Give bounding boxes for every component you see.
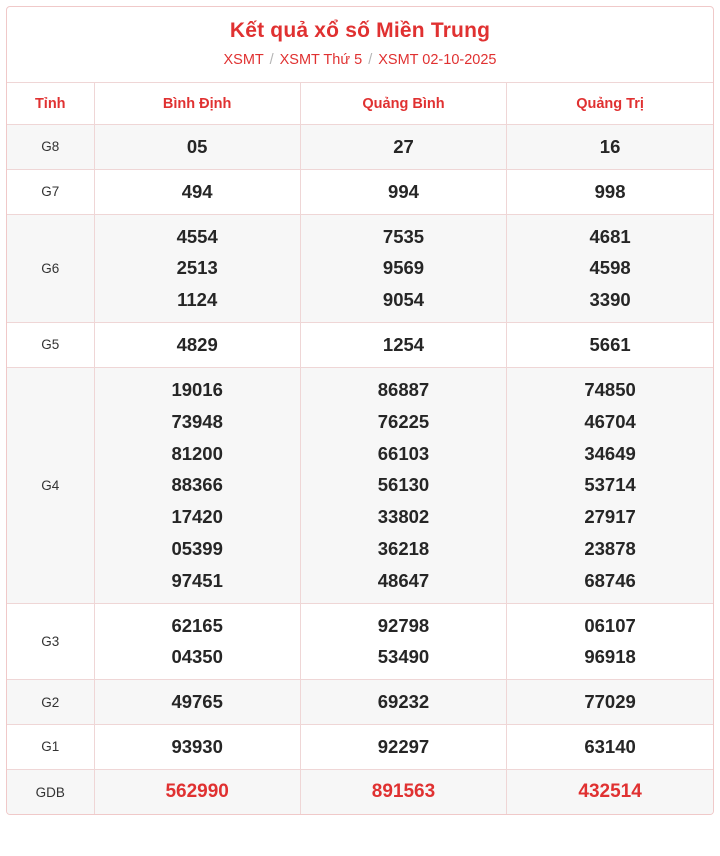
prize-number: 4554 — [176, 225, 218, 247]
prize-cell — [94, 680, 300, 725]
prize-number: 891563 — [371, 780, 436, 802]
prize-number: 86887 — [377, 378, 430, 400]
prize-number: 76225 — [377, 410, 430, 432]
breadcrumb-separator: / — [368, 52, 373, 68]
prize-number: 06107 — [584, 614, 636, 636]
breadcrumb-item-date[interactable]: XSMT 02-10-2025 — [378, 52, 497, 68]
table-row — [7, 169, 713, 214]
prize-number: 5661 — [589, 334, 631, 356]
prize-cell — [507, 214, 713, 322]
prize-number: 3390 — [589, 289, 631, 311]
prize-number: 17420 — [171, 506, 223, 528]
prize-number: 97451 — [171, 569, 223, 591]
prize-cell — [94, 769, 300, 814]
breadcrumb-item-region[interactable]: XSMT — [223, 52, 264, 68]
prize-number: 33802 — [377, 506, 430, 528]
prize-number: 73948 — [171, 410, 223, 432]
column-header-quang-binh[interactable]: Quảng Bình — [300, 83, 506, 125]
table-row — [7, 125, 713, 170]
prize-cell — [507, 323, 713, 368]
results-table-head — [7, 83, 713, 125]
prize-number: 1254 — [382, 334, 425, 356]
prize-number: 77029 — [584, 691, 636, 713]
prize-number: 05399 — [171, 537, 223, 559]
prize-cell — [300, 323, 506, 368]
prize-cell — [94, 603, 300, 680]
prize-number: 19016 — [171, 378, 223, 400]
table-row — [7, 214, 713, 322]
prize-number: 66103 — [377, 442, 430, 464]
prize-number: 4598 — [589, 257, 631, 279]
breadcrumb-separator: / — [269, 52, 274, 68]
row-label-gdb: GDB — [7, 769, 94, 814]
row-label-g6: G6 — [7, 214, 94, 322]
row-label-g8: G8 — [7, 125, 94, 170]
row-label-g4: G4 — [7, 367, 94, 603]
prize-cell — [507, 769, 713, 814]
prize-number: 62165 — [171, 614, 223, 636]
table-row — [7, 680, 713, 725]
prize-number: 7535 — [382, 225, 425, 247]
results-table — [7, 82, 713, 814]
prize-number: 92798 — [377, 614, 430, 636]
prize-cell — [94, 725, 300, 770]
prize-number: 562990 — [165, 780, 229, 802]
table-row — [7, 323, 713, 368]
breadcrumb — [7, 43, 713, 82]
prize-number: 04350 — [171, 646, 223, 668]
prize-cell — [507, 680, 713, 725]
prize-cell — [94, 323, 300, 368]
table-row — [7, 603, 713, 680]
prize-cell — [507, 367, 713, 603]
table-row — [7, 725, 713, 770]
prize-cell — [300, 769, 506, 814]
prize-cell — [300, 680, 506, 725]
prize-number: 34649 — [584, 442, 636, 464]
prize-number: 998 — [594, 180, 626, 202]
column-header-province-label: Tỉnh — [7, 83, 94, 125]
prize-number: 9569 — [382, 257, 425, 279]
row-label-g1: G1 — [7, 725, 94, 770]
page-title: Kết quả xổ số Miền Trung — [229, 19, 491, 42]
row-label-g7: G7 — [7, 169, 94, 214]
prize-number: 53714 — [584, 474, 636, 496]
prize-cell — [507, 603, 713, 680]
column-header-quang-tri[interactable]: Quảng Trị — [507, 83, 713, 125]
prize-number: 96918 — [584, 646, 636, 668]
row-label-g5: G5 — [7, 323, 94, 368]
row-label-g3: G3 — [7, 603, 94, 680]
prize-number: 23878 — [584, 537, 636, 559]
prize-cell — [300, 603, 506, 680]
prize-number: 27 — [393, 136, 414, 157]
prize-cell — [94, 214, 300, 322]
prize-number: 46704 — [584, 410, 636, 432]
column-header-binh-dinh[interactable]: Bình Định — [94, 83, 300, 125]
prize-number: 2513 — [176, 257, 218, 279]
table-row — [7, 367, 713, 603]
breadcrumb-item-weekday[interactable]: XSMT Thứ 5 — [279, 52, 363, 68]
prize-cell — [300, 367, 506, 603]
prize-cell — [507, 725, 713, 770]
prize-number: 16 — [599, 136, 621, 157]
prize-number: 69232 — [377, 691, 430, 713]
table-header-row — [7, 83, 713, 125]
prize-number: 93930 — [171, 736, 223, 757]
prize-number: 994 — [388, 180, 419, 202]
prize-number: 56130 — [377, 474, 430, 496]
prize-cell — [507, 169, 713, 214]
prize-number: 432514 — [578, 780, 642, 802]
prize-number: 68746 — [584, 569, 636, 591]
results-table-body — [7, 125, 713, 815]
prize-number: 1124 — [177, 289, 218, 311]
prize-number: 36218 — [377, 537, 430, 559]
prize-cell — [300, 169, 506, 214]
prize-number: 74850 — [584, 378, 636, 400]
prize-number: 49765 — [171, 691, 223, 713]
prize-number: 4829 — [176, 334, 218, 356]
prize-cell — [94, 169, 300, 214]
prize-cell — [507, 125, 713, 170]
prize-number: 4681 — [589, 225, 631, 247]
prize-number: 9054 — [382, 289, 425, 311]
prize-number: 53490 — [377, 646, 430, 668]
prize-cell — [300, 725, 506, 770]
prize-cell — [94, 367, 300, 603]
prize-number: 63140 — [584, 736, 636, 757]
prize-number: 88366 — [171, 474, 223, 496]
prize-number: 27917 — [584, 506, 636, 528]
table-row — [7, 769, 713, 814]
prize-number: 48647 — [377, 569, 430, 591]
prize-number: 81200 — [171, 442, 223, 464]
prize-number: 92297 — [377, 736, 430, 757]
prize-cell — [300, 214, 506, 322]
row-label-g2: G2 — [7, 680, 94, 725]
prize-number: 05 — [186, 136, 208, 157]
prize-cell — [94, 125, 300, 170]
lottery-results-board — [6, 6, 714, 815]
prize-cell — [300, 125, 506, 170]
prize-number: 494 — [181, 180, 213, 202]
